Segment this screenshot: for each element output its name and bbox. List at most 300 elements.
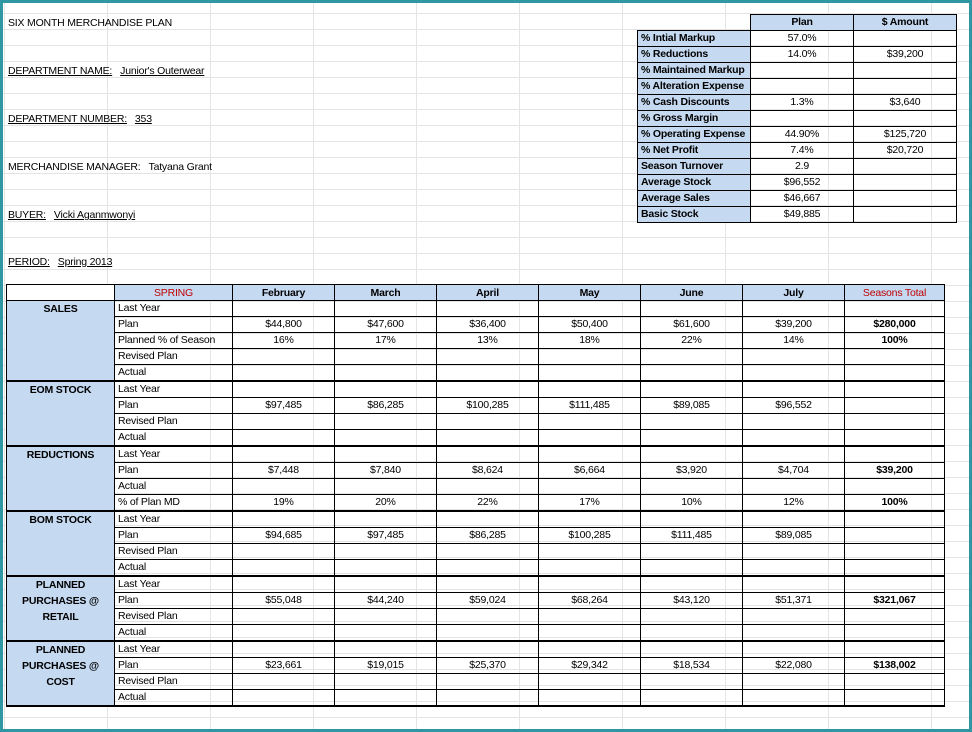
month-cell[interactable] xyxy=(233,511,335,528)
department-number-label: DEPARTMENT NUMBER: xyxy=(8,113,127,125)
row-label: Last Year xyxy=(115,301,233,317)
month-header-apr: April xyxy=(437,285,539,301)
summary-amount-cell[interactable] xyxy=(854,175,957,191)
season-total-cell[interactable]: $39,200 xyxy=(845,463,945,479)
month-cell[interactable] xyxy=(233,544,335,560)
month-cell[interactable]: 22% xyxy=(437,495,539,512)
month-cell[interactable] xyxy=(641,349,743,365)
month-cell[interactable]: 17% xyxy=(335,333,437,349)
summary-plan-cell[interactable]: 14.0% xyxy=(751,47,854,63)
summary-header-row xyxy=(638,15,957,31)
department-name-line xyxy=(8,65,204,77)
month-cell[interactable]: 22% xyxy=(641,333,743,349)
month-cell[interactable]: $97,485 xyxy=(233,398,335,414)
month-cell[interactable] xyxy=(233,414,335,430)
summary-label: Season Turnover xyxy=(638,159,751,175)
month-cell[interactable] xyxy=(437,625,539,642)
summary-label: Basic Stock xyxy=(638,207,751,223)
month-cell[interactable]: 20% xyxy=(335,495,437,512)
month-cell[interactable] xyxy=(437,479,539,495)
row-label: Actual xyxy=(115,430,233,447)
month-cell[interactable]: $94,685 xyxy=(233,528,335,544)
season-total-cell[interactable]: $321,067 xyxy=(845,593,945,609)
month-cell[interactable] xyxy=(233,690,335,707)
plan-row-reductions-last-year xyxy=(7,446,945,463)
row-label: Last Year xyxy=(115,381,233,398)
month-cell[interactable] xyxy=(743,365,845,382)
summary-plan-header: Plan xyxy=(751,15,854,31)
row-label: Planned % of Season xyxy=(115,333,233,349)
merchandise-plan-table xyxy=(6,284,945,707)
month-cell[interactable] xyxy=(335,511,437,528)
summary-row xyxy=(638,111,957,127)
month-header-jun: June xyxy=(641,285,743,301)
month-cell[interactable] xyxy=(743,414,845,430)
month-cell[interactable] xyxy=(539,381,641,398)
month-cell[interactable]: $96,552 xyxy=(743,398,845,414)
row-label: Actual xyxy=(115,625,233,642)
month-cell[interactable] xyxy=(743,560,845,577)
month-cell[interactable] xyxy=(539,544,641,560)
month-cell[interactable] xyxy=(437,690,539,707)
plan-row-reductions-plan xyxy=(7,463,945,479)
month-cell[interactable] xyxy=(539,414,641,430)
month-cell[interactable]: 13% xyxy=(437,333,539,349)
month-cell[interactable]: $89,085 xyxy=(641,398,743,414)
month-cell[interactable] xyxy=(641,625,743,642)
plan-row-planned-purchases-cost-last-year xyxy=(7,641,945,658)
category-bom-stock: BOM STOCK xyxy=(7,511,115,576)
season-total-cell[interactable] xyxy=(845,398,945,414)
summary-label: Average Stock xyxy=(638,175,751,191)
plan-row-sales-planned-of-season xyxy=(7,333,945,349)
month-cell[interactable] xyxy=(539,641,641,658)
month-cell[interactable] xyxy=(539,609,641,625)
month-cell[interactable]: $111,485 xyxy=(641,528,743,544)
month-cell[interactable] xyxy=(437,430,539,447)
season-total-cell[interactable] xyxy=(845,349,945,365)
month-cell[interactable] xyxy=(233,674,335,690)
month-header-feb: February xyxy=(233,285,335,301)
month-cell[interactable] xyxy=(641,641,743,658)
season-total-cell[interactable] xyxy=(845,511,945,528)
month-cell[interactable] xyxy=(641,560,743,577)
period-value[interactable]: Spring 2013 xyxy=(57,256,113,268)
summary-label: % Gross Margin xyxy=(638,111,751,127)
month-cell[interactable] xyxy=(743,430,845,447)
summary-label: % Operating Expense xyxy=(638,127,751,143)
summary-row xyxy=(638,31,957,47)
month-cell[interactable] xyxy=(335,609,437,625)
summary-label: % Alteration Expense xyxy=(638,79,751,95)
month-cell[interactable] xyxy=(539,690,641,707)
month-cell[interactable] xyxy=(335,430,437,447)
month-cell[interactable] xyxy=(641,430,743,447)
month-cell[interactable]: 18% xyxy=(539,333,641,349)
plan-header-row xyxy=(7,285,945,301)
month-cell[interactable]: $7,448 xyxy=(233,463,335,479)
summary-plan-cell[interactable]: 44.90% xyxy=(751,127,854,143)
month-cell[interactable]: $97,485 xyxy=(335,528,437,544)
summary-row xyxy=(638,95,957,111)
month-cell[interactable] xyxy=(437,576,539,593)
month-cell[interactable] xyxy=(539,349,641,365)
row-label: Revised Plan xyxy=(115,674,233,690)
plan-row-bom-stock-last-year xyxy=(7,511,945,528)
summary-table xyxy=(637,14,957,223)
month-cell[interactable] xyxy=(641,414,743,430)
summary-plan-cell[interactable]: $46,667 xyxy=(751,191,854,207)
month-cell[interactable] xyxy=(641,446,743,463)
summary-label: Average Sales xyxy=(638,191,751,207)
month-cell[interactable]: $86,285 xyxy=(335,398,437,414)
month-cell[interactable]: $50,400 xyxy=(539,317,641,333)
month-header-may: May xyxy=(539,285,641,301)
month-cell[interactable]: 12% xyxy=(743,495,845,512)
month-cell[interactable] xyxy=(743,301,845,317)
season-total-cell[interactable] xyxy=(845,609,945,625)
month-cell[interactable] xyxy=(335,641,437,658)
department-number-value[interactable]: 353 xyxy=(134,113,152,125)
row-label: Revised Plan xyxy=(115,414,233,430)
month-cell[interactable]: $59,024 xyxy=(437,593,539,609)
month-cell[interactable] xyxy=(641,576,743,593)
month-cell[interactable] xyxy=(437,544,539,560)
category-sales: SALES xyxy=(7,301,115,382)
season-total-cell[interactable] xyxy=(845,576,945,593)
month-cell[interactable] xyxy=(233,641,335,658)
summary-row xyxy=(638,127,957,143)
month-cell[interactable] xyxy=(539,479,641,495)
month-cell[interactable] xyxy=(233,560,335,577)
row-label: Actual xyxy=(115,690,233,707)
department-name-value[interactable]: Junior's Outerwear xyxy=(120,65,205,77)
month-cell[interactable]: $89,085 xyxy=(743,528,845,544)
seasons-total-header: Seasons Total xyxy=(845,285,945,301)
month-cell[interactable]: $61,600 xyxy=(641,317,743,333)
season-header: SPRING xyxy=(115,285,233,301)
month-cell[interactable]: $6,664 xyxy=(539,463,641,479)
month-cell[interactable] xyxy=(641,511,743,528)
plan-row-planned-purchases-cost-plan xyxy=(7,658,945,674)
plan-row-eom-stock-plan xyxy=(7,398,945,414)
month-cell[interactable] xyxy=(641,609,743,625)
summary-plan-cell[interactable]: $96,552 xyxy=(751,175,854,191)
month-cell[interactable] xyxy=(335,576,437,593)
season-total-cell[interactable] xyxy=(845,301,945,317)
summary-label: % Net Profit xyxy=(638,143,751,159)
plan-row-planned-purchases-cost-revised-plan xyxy=(7,674,945,690)
month-cell[interactable] xyxy=(335,690,437,707)
category-eom-stock: EOM STOCK xyxy=(7,381,115,446)
month-cell[interactable]: $18,534 xyxy=(641,658,743,674)
month-cell[interactable] xyxy=(335,349,437,365)
month-cell[interactable]: $43,120 xyxy=(641,593,743,609)
plan-row-bom-stock-actual xyxy=(7,560,945,577)
month-cell[interactable] xyxy=(743,511,845,528)
row-label: Last Year xyxy=(115,576,233,593)
month-cell[interactable] xyxy=(641,301,743,317)
month-cell[interactable] xyxy=(743,349,845,365)
summary-amount-cell[interactable] xyxy=(854,111,957,127)
month-cell[interactable]: 14% xyxy=(743,333,845,349)
summary-amount-cell[interactable] xyxy=(854,191,957,207)
month-cell[interactable]: $86,285 xyxy=(437,528,539,544)
month-cell[interactable] xyxy=(233,349,335,365)
month-cell[interactable] xyxy=(437,349,539,365)
season-total-cell[interactable] xyxy=(845,690,945,707)
summary-plan-cell[interactable]: $49,885 xyxy=(751,207,854,223)
month-cell[interactable]: $25,370 xyxy=(437,658,539,674)
summary-amount-header: $ Amount xyxy=(854,15,957,31)
month-cell[interactable]: $100,285 xyxy=(539,528,641,544)
row-label: Revised Plan xyxy=(115,544,233,560)
month-cell[interactable] xyxy=(641,690,743,707)
summary-label: % Intial Markup xyxy=(638,31,751,47)
summary-amount-cell[interactable] xyxy=(854,79,957,95)
month-cell[interactable] xyxy=(335,625,437,642)
row-label: Plan xyxy=(115,528,233,544)
row-label: Last Year xyxy=(115,511,233,528)
summary-plan-cell[interactable]: 57.0% xyxy=(751,31,854,47)
spreadsheet-sheet[interactable] xyxy=(3,3,969,729)
month-cell[interactable] xyxy=(437,381,539,398)
summary-label: % Reductions xyxy=(638,47,751,63)
month-cell[interactable]: $4,704 xyxy=(743,463,845,479)
month-cell[interactable] xyxy=(641,674,743,690)
plan-row-sales-actual xyxy=(7,365,945,382)
season-total-cell[interactable] xyxy=(845,430,945,447)
month-cell[interactable]: $7,840 xyxy=(335,463,437,479)
summary-plan-cell[interactable]: 2.9 xyxy=(751,159,854,175)
month-cell[interactable] xyxy=(335,560,437,577)
month-cell[interactable] xyxy=(743,446,845,463)
summary-plan-cell[interactable]: 1.3% xyxy=(751,95,854,111)
row-label: Plan xyxy=(115,317,233,333)
month-cell[interactable] xyxy=(335,446,437,463)
row-label: Actual xyxy=(115,365,233,382)
month-header-jul: July xyxy=(743,285,845,301)
month-cell[interactable]: $44,240 xyxy=(335,593,437,609)
season-total-cell[interactable] xyxy=(845,381,945,398)
month-cell[interactable]: $47,600 xyxy=(335,317,437,333)
summary-amount-cell[interactable] xyxy=(854,207,957,223)
plan-row-eom-stock-actual xyxy=(7,430,945,447)
summary-amount-cell[interactable]: $20,720 xyxy=(854,143,957,159)
month-cell[interactable] xyxy=(335,674,437,690)
department-number-line xyxy=(8,113,152,125)
summary-row xyxy=(638,79,957,95)
month-cell[interactable] xyxy=(233,576,335,593)
month-cell[interactable]: $19,015 xyxy=(335,658,437,674)
summary-plan-cell[interactable] xyxy=(751,111,854,127)
season-total-cell[interactable] xyxy=(845,560,945,577)
month-cell[interactable] xyxy=(437,446,539,463)
month-cell[interactable] xyxy=(743,479,845,495)
month-cell[interactable]: $68,264 xyxy=(539,593,641,609)
buyer-value[interactable]: Vicki Aganmwonyi xyxy=(53,209,136,221)
plan-row-bom-stock-revised-plan xyxy=(7,544,945,560)
merchandise-manager-value[interactable]: Tatyana Grant xyxy=(148,161,212,173)
month-cell[interactable]: $23,661 xyxy=(233,658,335,674)
month-cell[interactable] xyxy=(539,511,641,528)
season-total-cell[interactable] xyxy=(845,414,945,430)
row-label: Last Year xyxy=(115,446,233,463)
category-planned-purchases-cost: PLANNED PURCHASES @ COST xyxy=(7,641,115,706)
season-total-cell[interactable] xyxy=(845,528,945,544)
plan-row-bom-stock-plan xyxy=(7,528,945,544)
month-cell[interactable] xyxy=(539,301,641,317)
month-cell[interactable] xyxy=(743,576,845,593)
month-cell[interactable]: $111,485 xyxy=(539,398,641,414)
row-label: Actual xyxy=(115,479,233,495)
month-cell[interactable] xyxy=(539,365,641,382)
month-cell[interactable] xyxy=(437,560,539,577)
row-label: Revised Plan xyxy=(115,349,233,365)
month-cell[interactable] xyxy=(539,560,641,577)
summary-row xyxy=(638,63,957,79)
summary-amount-cell[interactable]: $39,200 xyxy=(854,47,957,63)
month-cell[interactable] xyxy=(233,430,335,447)
month-cell[interactable] xyxy=(539,446,641,463)
month-cell[interactable]: $8,624 xyxy=(437,463,539,479)
month-cell[interactable] xyxy=(743,544,845,560)
season-total-cell[interactable] xyxy=(845,446,945,463)
plan-row-sales-plan xyxy=(7,317,945,333)
plan-row-sales-revised-plan xyxy=(7,349,945,365)
month-cell[interactable]: $51,371 xyxy=(743,593,845,609)
plan-row-planned-purchases-retail-last-year xyxy=(7,576,945,593)
month-cell[interactable] xyxy=(437,609,539,625)
row-label: Revised Plan xyxy=(115,609,233,625)
month-cell[interactable] xyxy=(335,301,437,317)
month-cell[interactable]: $29,342 xyxy=(539,658,641,674)
month-cell[interactable] xyxy=(539,674,641,690)
category-reductions: REDUCTIONS xyxy=(7,446,115,511)
month-cell[interactable] xyxy=(233,625,335,642)
month-cell[interactable] xyxy=(437,365,539,382)
summary-amount-cell[interactable] xyxy=(854,159,957,175)
period-label: PERIOD: xyxy=(8,256,50,268)
season-total-cell[interactable] xyxy=(845,479,945,495)
month-cell[interactable]: $22,080 xyxy=(743,658,845,674)
month-cell[interactable] xyxy=(335,479,437,495)
month-cell[interactable] xyxy=(743,641,845,658)
summary-row xyxy=(638,47,957,63)
month-cell[interactable] xyxy=(335,381,437,398)
month-cell[interactable] xyxy=(539,430,641,447)
summary-label: % Cash Discounts xyxy=(638,95,751,111)
month-cell[interactable] xyxy=(437,674,539,690)
category-planned-purchases-retail: PLANNED PURCHASES @ RETAIL xyxy=(7,576,115,641)
summary-label: % Maintained Markup xyxy=(638,63,751,79)
season-total-cell[interactable]: $138,002 xyxy=(845,658,945,674)
sheet-title: SIX MONTH MERCHANDISE PLAN xyxy=(8,17,172,29)
month-cell[interactable]: 16% xyxy=(233,333,335,349)
plan-row-planned-purchases-retail-plan xyxy=(7,593,945,609)
month-cell[interactable] xyxy=(335,414,437,430)
plan-row-reductions-actual xyxy=(7,479,945,495)
month-cell[interactable]: $100,285 xyxy=(437,398,539,414)
row-label: Actual xyxy=(115,560,233,577)
month-cell[interactable] xyxy=(743,609,845,625)
summary-plan-cell[interactable] xyxy=(751,63,854,79)
month-cell[interactable] xyxy=(233,381,335,398)
season-total-cell[interactable] xyxy=(845,365,945,382)
month-cell[interactable]: $36,400 xyxy=(437,317,539,333)
season-total-cell[interactable]: 100% xyxy=(845,333,945,349)
plan-row-eom-stock-revised-plan xyxy=(7,414,945,430)
summary-amount-cell[interactable] xyxy=(854,63,957,79)
month-cell[interactable] xyxy=(641,479,743,495)
plan-row-planned-purchases-retail-revised-plan xyxy=(7,609,945,625)
month-cell[interactable] xyxy=(233,479,335,495)
summary-amount-cell[interactable]: $125,720 xyxy=(854,127,957,143)
summary-row xyxy=(638,143,957,159)
month-cell[interactable]: $3,920 xyxy=(641,463,743,479)
summary-plan-cell[interactable]: 7.4% xyxy=(751,143,854,159)
month-header-mar: March xyxy=(335,285,437,301)
month-cell[interactable] xyxy=(437,414,539,430)
month-cell[interactable] xyxy=(233,609,335,625)
month-cell[interactable] xyxy=(335,365,437,382)
plan-row-planned-purchases-retail-actual xyxy=(7,625,945,642)
month-cell[interactable] xyxy=(335,544,437,560)
summary-row xyxy=(638,175,957,191)
season-total-cell[interactable] xyxy=(845,625,945,642)
plan-row-sales-last-year xyxy=(7,301,945,317)
month-cell[interactable] xyxy=(743,690,845,707)
month-cell[interactable]: $39,200 xyxy=(743,317,845,333)
summary-row xyxy=(638,191,957,207)
season-total-cell[interactable]: $280,000 xyxy=(845,317,945,333)
summary-row xyxy=(638,159,957,175)
month-cell[interactable]: 19% xyxy=(233,495,335,512)
month-cell[interactable]: $44,800 xyxy=(233,317,335,333)
period-line xyxy=(8,256,112,268)
month-cell[interactable] xyxy=(743,625,845,642)
month-cell[interactable] xyxy=(743,674,845,690)
summary-amount-cell[interactable]: $3,640 xyxy=(854,95,957,111)
plan-header-corner xyxy=(7,285,115,301)
month-cell[interactable] xyxy=(641,381,743,398)
merchandise-manager-label: MERCHANDISE MANAGER: xyxy=(8,161,141,173)
month-cell[interactable] xyxy=(743,381,845,398)
month-cell[interactable] xyxy=(233,365,335,382)
month-cell[interactable] xyxy=(437,301,539,317)
month-cell[interactable] xyxy=(539,625,641,642)
month-cell[interactable] xyxy=(641,365,743,382)
row-label: Plan xyxy=(115,398,233,414)
season-total-cell[interactable] xyxy=(845,641,945,658)
month-cell[interactable] xyxy=(437,511,539,528)
row-label: Plan xyxy=(115,463,233,479)
month-cell[interactable]: 10% xyxy=(641,495,743,512)
season-total-cell[interactable] xyxy=(845,544,945,560)
month-cell[interactable]: $55,048 xyxy=(233,593,335,609)
summary-plan-cell[interactable] xyxy=(751,79,854,95)
season-total-cell[interactable] xyxy=(845,674,945,690)
month-cell[interactable] xyxy=(233,301,335,317)
month-cell[interactable]: 17% xyxy=(539,495,641,512)
month-cell[interactable] xyxy=(437,641,539,658)
season-total-cell[interactable]: 100% xyxy=(845,495,945,512)
month-cell[interactable] xyxy=(539,576,641,593)
summary-amount-cell[interactable] xyxy=(854,31,957,47)
department-name-label: DEPARTMENT NAME: xyxy=(8,65,113,77)
month-cell[interactable] xyxy=(233,446,335,463)
month-cell[interactable] xyxy=(641,544,743,560)
